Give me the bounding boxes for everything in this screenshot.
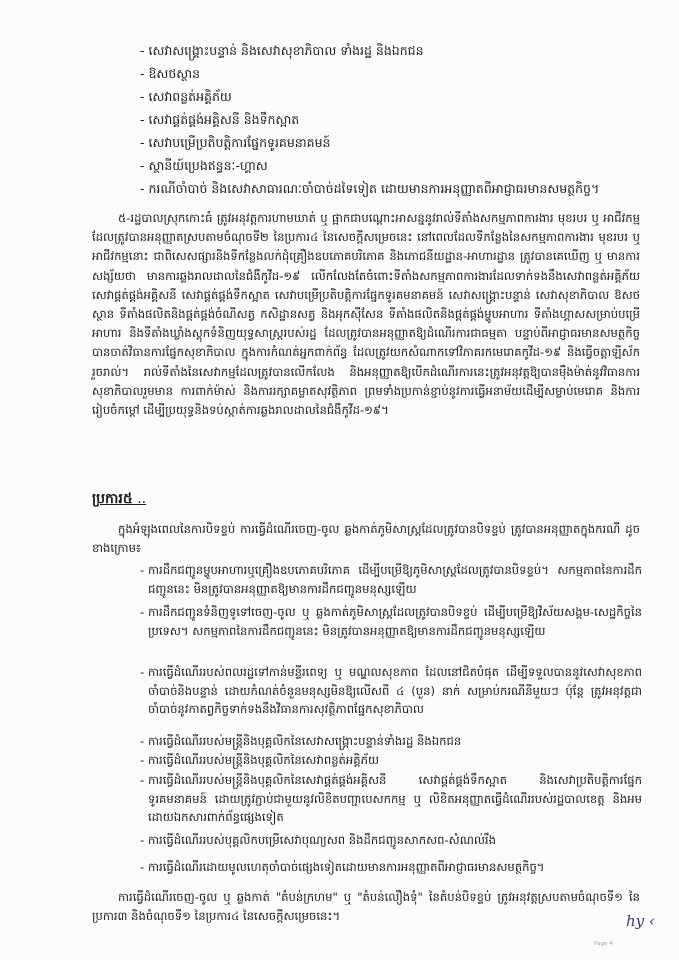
bullet-item-firefighting: - សេវាពន្លត់អគ្គិភ័យ (140, 89, 232, 104)
article-5-item-funeral-staff: - ការធ្វើដំណើររបស់បុគ្គលិកបម្រើសេវាបុណ្យសព និងដឹកជញ្ជូនសាកសព-សំណល់រឹង (140, 833, 496, 847)
bullet-item-electricity-water: - សេវាផ្គត់ផ្គង់អគ្គិសនី និងទឹកស្អាត (140, 112, 300, 127)
bullet-item-fuel-station: - ស្ថានីយ៍ប្រេងឥន្ធនៈ-ហ្គាស (140, 158, 268, 173)
paragraph-5: ៥-រដ្ឋបាលស្រុកកោះធំ ត្រូវអនុវត្តការហាមឃាត់ ឬ ផ្អាកជាបណ្តោះអាសន្ននូវរាល់ទីតាំងសកម្មភាពការងារ មុខរបរ ឬ អាជីវកម្ម ដែលត្រូវបានអនុញ្ញាតស្របតាមចំណុចទី២ នៃប្រការ៤ នៃសេចក្តីសម្រេចនេះ នៅពេលដែលទីកន្លែងនៃសកម្មភាពការងារ មុខរបរ ឬ អាជីវកម្មនោះ ជាពិសេសផ្សារនិងទីកន្លែងលក់ដុំគ្រឿងឧបភោគបរិភោគ និងភោជនីយដ្ឋាន-អាហារដ្ឋាន ត្រូវបានគេឃើញ ឬ មានការសង្ស័យថា មានការឆ្លងរាលដាលនៃជំងឺកូវីដ-១៩ លើកលែងតែចំពោះទីតាំងសកម្មភាពការងារដែលទាក់ទងនឹងសេវាពន្លត់អគ្គិភ័យ សេវាផ្គត់ផ្គង់អគ្គិសនី សេវាផ្គត់ផ្គង់ទឹកស្អាត សេវាបម្រើប្រតិបត្តិការផ្នែកទូរគមនាគមន៍ សេវាសង្គ្រោះបន្ទាន់ សេវាសុខាភិបាល ឱសថស្ថាន ទីតាំងផលិតនិងផ្គត់ផ្គង់ចំណីសត្វ កសិដ្ឋានសត្វ និងអុកស៊ីសែន ទីតាំងផលិតនិងផ្គត់ផ្គង់ម្ហូបអាហារ ទីតាំងហ្គាសសម្រាប់បម្រើអាហារ និងទីតាំងឃ្លាំងស្តុកទំនិញយុទ្ធសាស្ត្ររបស់រដ្ឋ ដែលត្រូវបានអនុញ្ញាតឱ្យដំណើរការជាធម្មតា បន្ទាប់ពីអាជ្ញាធរមានសមត្ថកិច្ចបានចាត់វិធានការផ្នែកសុខាភិបាល ក្នុងការកំណត់អ្នកពាក់ព័ន្ធ ដែលត្រូវយកសំណាកទៅវិភាគរកមេរោគកូវីដ-១៩ និងធ្វើចត្តាឡីស័ករួចរាល់។ រាល់ទីតាំងនៃសេវាកម្មដែលត្រូវបានលើកលែង និងអនុញ្ញាតឱ្យបើកដំណើរការនេះត្រូវអនុវត្តឱ្យបានម៉ឺងម៉ាត់នូវវិធានការសុខាភិបាលរួមមាន ការពាក់ម៉ាស់ និងការរក្សាគម្លាតសុវត្ថិភាព ព្រមទាំងប្រកាន់ខ្ជាប់នូវការធ្វើអនាម័យដើម្បីសម្លាប់មេរោគ និងការរៀបចំកម្តៅ ដើម្បីប្រយុទ្ធនិងទប់ស្កាត់ការឆ្លងរាលដាលនៃជំងឺកូវីដ-១៩។ (92, 211, 640, 418)
article-5-item-other-travel: - ការធ្វើដំណើរដោយមូលហេតុចាំបាច់ផ្សេងទៀតដោយមានការអនុញ្ញាតពីអាជ្ញាធរមានសមត្ថកិច្ច។ (140, 860, 545, 874)
page-number: Page 4 (594, 941, 613, 947)
article-5-item-utility-staff: - ការធ្វើដំណើររបស់មន្ត្រីនិងបុគ្គលិកនៃសេវាផ្គត់ផ្គង់អគ្គិសនី សេវាផ្គត់ផ្គង់ទឹកស្អាត និងសេវាប្រតិបត្តិការផ្នែកទូរគមនាគមន៍ ដោយត្រូវភ្ជាប់ជាមួយនូវលិខិតបញ្ជាបេសកកម្ម ឬ លិខិតអនុញ្ញាតធ្វើដំណើររបស់រដ្ឋបាលខេត្ត និងអមដោយឯកសារពាក់ព័ន្ធផ្សេងទៀត (140, 773, 642, 825)
article-5-intro: ក្នុងអំឡុងពេលនៃការបិទខ្ទប់ ការធ្វើដំណើរចេញ-ចូល ឆ្លងកាត់ភូមិសាស្ត្រដែលត្រូវបានបិទខ្ទប់ ត្រូវបានអនុញ្ញាតក្នុងករណី ដូចខាងក្រោម៖ (92, 522, 640, 555)
bullet-item-other-necessary: - ករណីចាំបាច់ និងសេវាសាធារណៈចាំបាច់ដទៃទៀត ដោយមានការអនុញ្ញាតពីអាជ្ញាធរមានសមត្ថកិច្ច។ (140, 181, 600, 196)
signature-initials: hy ‹ (626, 912, 655, 930)
article-5-closing: ការធ្វើដំណើរចេញ-ចូល ឬ ឆ្លងកាត់ "តំបន់ក្រហម" ឬ "តំបន់លឿងទុំ" នៃតំបន់បិទខ្ទប់ ត្រូវអនុវត្តស្របតាមចំណុចទី១ នៃប្រការ៣ និងចំណុចទី១ នៃប្រការ៤ នៃសេចក្តីសម្រេចនេះ។ (92, 890, 640, 923)
article-5-heading: ប្រការ៥ .. (92, 491, 147, 507)
article-5-item-fire-staff: - ការធ្វើដំណើររបស់មន្ត្រីនិងបុគ្គលិកនៃសេវាពន្លត់អគ្គិភ័យ (140, 753, 380, 767)
bullet-item-emergency-health: - សេវាសង្គ្រោះបន្ទាន់ និងសេវាសុខាភិបាល ទាំងរដ្ឋ និងឯកជន (140, 43, 424, 58)
article-5-item-goods-transport: - ការដឹកជញ្ជូនទំនិញទូទៅចេញ-ចូល ឬ ឆ្លងកាត់ភូមិសាស្ត្រដែលត្រូវបានបិទខ្ទប់ ដើម្បីបម្រើឱ្យវិស័យសង្គម-សេដ្ឋកិច្ចនៃប្រទេស។ សកម្មភាពនៃការដឹកជញ្ជូននេះ មិនត្រូវបានអនុញ្ញាតឱ្យមានការដឹកជញ្ជូនមនុស្សឡើយ (140, 605, 642, 638)
bullet-item-pharmacy: - ឱសថស្ថាន (140, 66, 201, 81)
bullet-item-telecom: - សេវាបម្រើប្រតិបត្តិការផ្នែកទូរគមនាគមន៍ (140, 135, 331, 150)
article-5-item-food-transport: - ការដឹកជញ្ជូនម្ហូបអាហារឬគ្រឿងឧបភោគបរិភោគ ដើម្បីបម្រើឱ្យភូមិសាស្ត្រដែលត្រូវបានបិទខ្ទប់។ សកម្មភាពនៃការដឹកជញ្ជូននេះ មិនត្រូវបានអនុញ្ញាតឱ្យមានការដឹកជញ្ជូនមនុស្សឡើយ (140, 563, 642, 596)
article-5-item-health-travel: - ការធ្វើដំណើររបស់ពលរដ្ឋទៅកាន់មន្ទីរពេទ្យ ឬ មណ្ឌលសុខភាព ដែលនៅជិតបំផុត ដើម្បីទទួលបាននូវសេវាសុខភាពចាំបាច់និងបន្ទាន់ ដោយកំណត់ចំនួនមនុស្សមិនឱ្យលើសពី ៤ (បួន) នាក់ សម្រាប់ករណីនីមួយៗ ប៉ុន្តែ ត្រូវអនុវត្តជាចាំបាច់នូវកាតព្វកិច្ចទាក់ទងនឹងវិធានការសុវត្ថិភាពផ្នែកសុខាភិបាល (140, 665, 642, 717)
article-5-item-emergency-staff: - ការធ្វើដំណើររបស់មន្ត្រីនិងបុគ្គលិកនៃសេវាសង្គ្រោះបន្ទាន់ទាំងរដ្ឋ និងឯកជន (140, 734, 462, 748)
